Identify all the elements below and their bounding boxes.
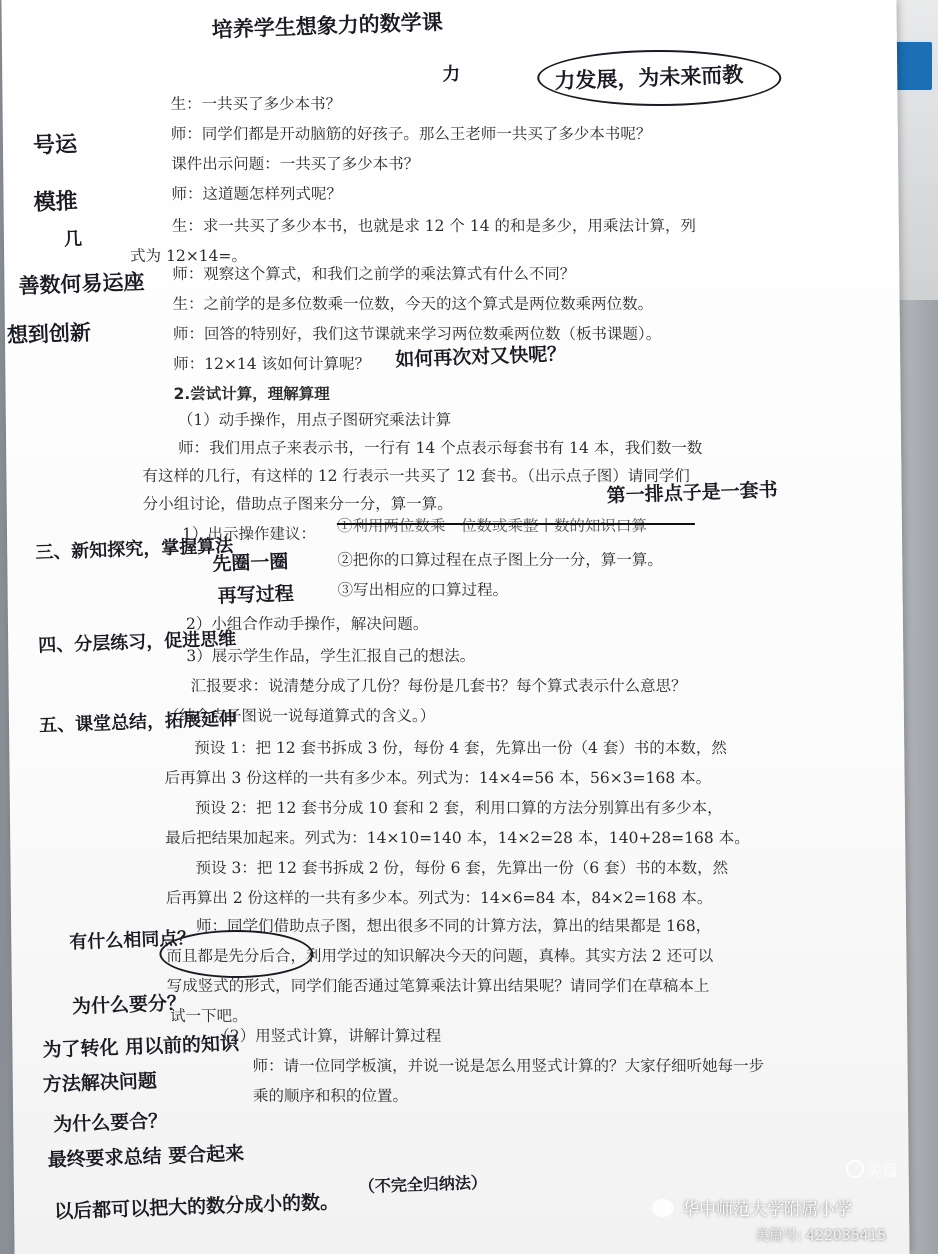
line: 写成竖式的形式，同学们能否通过笔算乘法计算出结果呢？请同学们在草稿本上 bbox=[166, 977, 710, 995]
watermark-id: 美篇号: 422035415 bbox=[755, 1228, 887, 1244]
margin-last-line: 以后都可以把大的数分成小的数。 bbox=[53, 1191, 340, 1223]
line: 预设 2：把 12 套书分成 10 套和 2 套，利用口算的方法分别算出有多少本， bbox=[194, 799, 723, 817]
margin-note-5: 想到创新 bbox=[6, 320, 92, 348]
line: 预设 1：把 12 套书拆成 3 份，每份 4 套，先算出一份（4 套）书的本数，然 bbox=[194, 739, 727, 757]
line: 后再算出 3 份这样的一共有多少本。列式为：14×4=56 本，56×3=168 本。 bbox=[164, 769, 712, 787]
line: 式为 12×14=。 bbox=[130, 247, 248, 265]
line: （1）动手操作，用点子图研究乘法计算 bbox=[177, 411, 452, 429]
line: 预设 3：把 12 套书拆成 2 份，每份 6 套，先算出一份（6 套）书的本数，然 bbox=[195, 859, 729, 877]
strikethrough bbox=[337, 523, 695, 525]
inline-note: 如何再次对又快呢？ bbox=[394, 343, 567, 371]
line: 乘的顺序和积的位置。 bbox=[252, 1087, 409, 1105]
margin-note-dots: 第一排点子是一套书 bbox=[606, 479, 779, 507]
line: 有这样的几行，有这样的 12 行表示一共买了 12 套书。（出示点子图）请同学们 bbox=[142, 467, 690, 485]
lesson-plan-sheet bbox=[1, 0, 909, 1254]
watermark-logo: 美篇 bbox=[866, 1161, 899, 1180]
margin-circle-note: 先圈一圈 bbox=[211, 550, 289, 576]
line: 师：同学们都是开动脑筋的好孩子。那么王老师一共买了多少本书呢？ bbox=[170, 125, 652, 143]
meipian-logo-icon bbox=[846, 1160, 864, 1178]
line: 师：请一位同学板演，并说一说是怎么用竖式计算的？大家仔细听她每一步 bbox=[252, 1057, 765, 1075]
margin-section-4: 四、分层练习，促进思维 bbox=[37, 628, 237, 657]
handwritten-slogan: 力发展，为未来而教 bbox=[553, 62, 744, 94]
line: 师：回答的特别好，我们这节课就来学习两位数乘两位数（板书课题）。 bbox=[172, 325, 662, 343]
wechat-icon bbox=[652, 1199, 674, 1217]
margin-question-same: 有什么相同点？ bbox=[68, 927, 196, 954]
margin-final: 最终要求总结 要合起来 bbox=[47, 1142, 245, 1172]
line: （结合点子图说一说每道算式的含义。） bbox=[163, 707, 436, 725]
margin-note-3: 几 bbox=[63, 228, 83, 251]
line: ②把你的口算过程在点子图上分一分，算一算。 bbox=[337, 551, 663, 569]
line: （2）用竖式计算，讲解计算过程 bbox=[214, 1027, 442, 1045]
margin-note-1: 号运 bbox=[32, 132, 78, 159]
line: 最后把结果加起来。列式为：14×10=140 本，14×2=28 本，140+28=168 本。 bbox=[165, 829, 750, 847]
margin-question-combine: 为什么要合？ bbox=[52, 1110, 168, 1136]
handwritten-title-sub: 力 bbox=[441, 63, 461, 86]
line: 汇报要求：说清楚分成了几份？每份是几套书？每个算式表示什么意思？ bbox=[190, 677, 687, 695]
line: 而且都是先分后合，利用学过的知识解决今天的问题，真棒。其实方法 2 还可以 bbox=[166, 947, 714, 965]
line: 师：12×14 该如何计算呢？ bbox=[173, 355, 371, 373]
margin-method: 方法解决问题 bbox=[42, 1070, 158, 1096]
line: 师：观察这个算式，和我们之前学的乘法算式有什么不同？ bbox=[172, 265, 576, 283]
line: 分小组讨论，借助点子图来分一分，算一算。 bbox=[142, 495, 453, 513]
struck-line: ①利用两位数乘一位数或乘整十数的知识口算 bbox=[336, 517, 648, 535]
section-heading: 2.尝试计算，理解算理 bbox=[173, 385, 330, 403]
line: 生：求一共买了多少本书，也就是求 12 个 14 的和是多少，用乘法计算，列 bbox=[171, 217, 697, 235]
margin-transform: 为了转化 用以前的知识 bbox=[42, 1032, 240, 1062]
line: 3）展示学生作品，学生汇报自己的想法。 bbox=[186, 647, 476, 665]
line: 师：我们用点子来表示书，一行有 14 个点表示每套书有 14 本，我们数一数 bbox=[178, 439, 703, 457]
margin-question-split: 为什么要分？ bbox=[71, 992, 187, 1018]
line: 生：之前学的是多位数乘一位数，今天的这个算式是两位数乘两位数。 bbox=[172, 295, 654, 313]
margin-write-note: 再写过程 bbox=[217, 582, 295, 608]
watermark-school: 华中师范大学附属小学 bbox=[682, 1200, 852, 1220]
line: 师：这道题怎样列式呢？ bbox=[171, 185, 343, 203]
margin-note-4: 善数何易运座 bbox=[17, 269, 145, 299]
margin-note-2: 模推 bbox=[33, 189, 79, 216]
line: ③写出相应的口算过程。 bbox=[337, 581, 509, 599]
line: 生：一共买了多少本书？ bbox=[170, 95, 342, 113]
handwritten-title: 培养学生想象力的数学课 bbox=[211, 9, 444, 43]
margin-section-5: 五、课堂总结，拓展延伸 bbox=[38, 708, 238, 737]
line: 试一下吧。 bbox=[169, 1007, 248, 1025]
line: 课件出示问题：一共买了多少本书？ bbox=[171, 155, 420, 173]
margin-section-3: 三、新知探究，掌握算法 bbox=[34, 535, 234, 564]
line: 2）小组合作动手操作，解决问题。 bbox=[185, 615, 429, 633]
line: 后再算出 2 份这样的一共有多少本。列式为：14×6=84 本，84×2=168 本。 bbox=[165, 889, 713, 907]
line: 师：同学们借助点子图，想出很多不同的计算方法，算出的结果都是 168， bbox=[196, 917, 712, 935]
line: 1）出示操作建议： bbox=[181, 525, 316, 543]
margin-last-paren: （不完全归纳法） bbox=[358, 1172, 488, 1197]
